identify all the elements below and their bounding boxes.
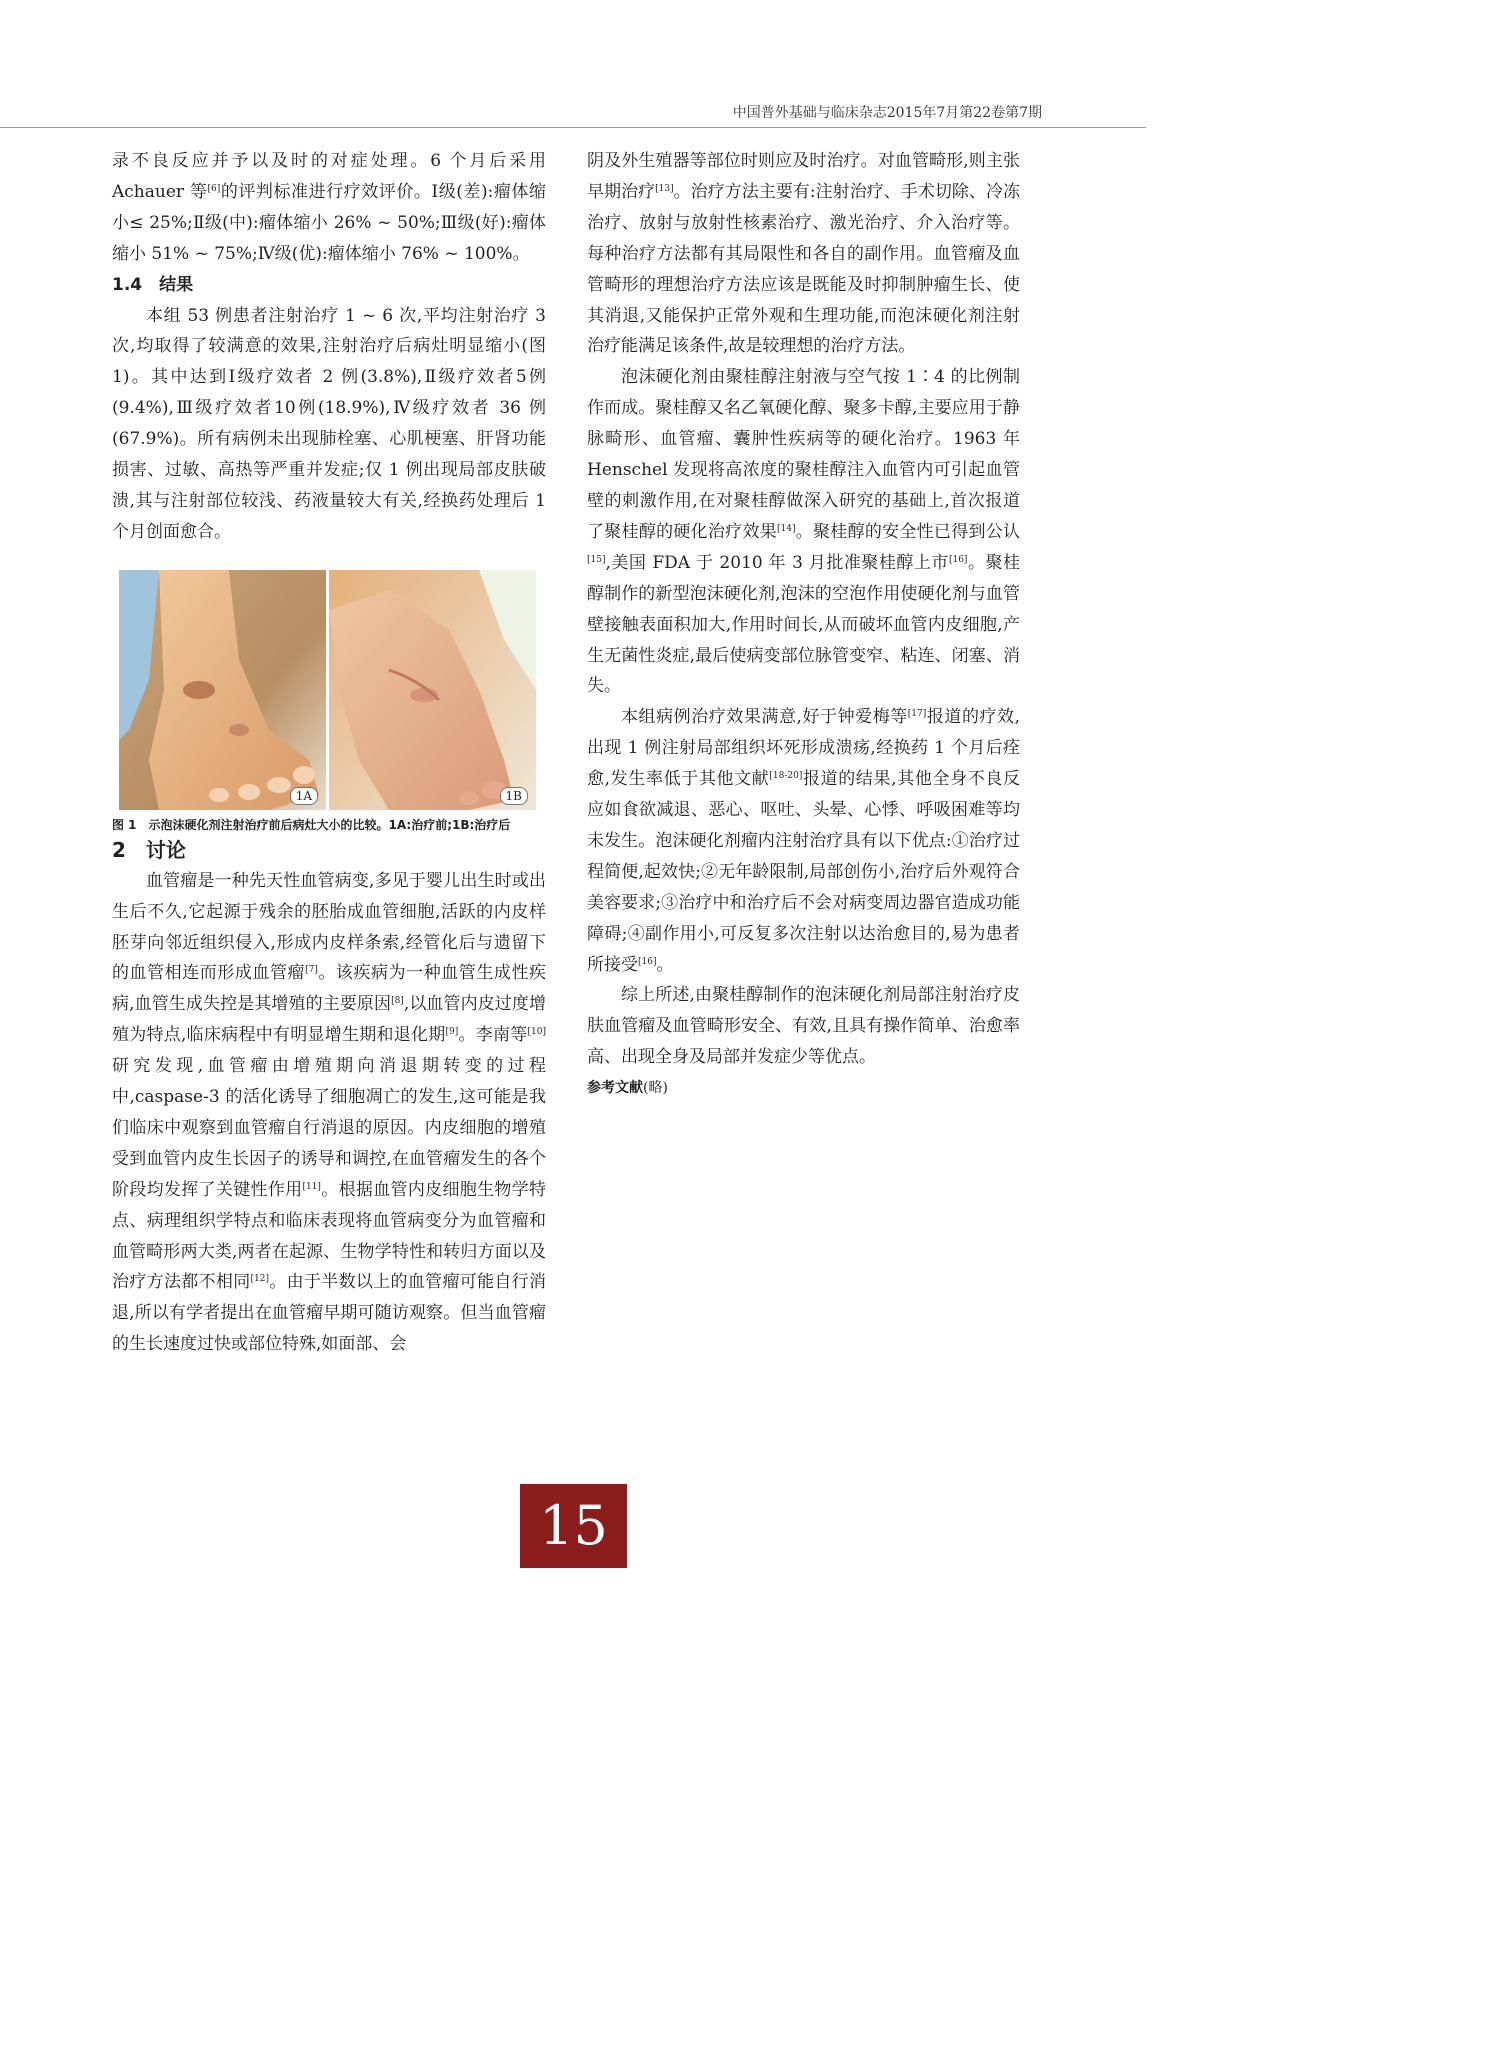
journal-title: 中国普外基础与临床杂志2015年7月第22卷第7期 xyxy=(732,105,1042,121)
citation: [13] xyxy=(655,183,674,194)
text-run: 本组病例治疗效果满意,好于钟爱梅等 xyxy=(621,707,908,728)
text-run: 。由于半数以上的血管瘤可能自行消退,所以有学者提出在血管瘤早期可随访观察。但当血管瘤的生长速度过快或部位特殊,如面部、会 xyxy=(112,1272,547,1355)
photo-after-treatment xyxy=(329,570,536,810)
text-run: 。 xyxy=(656,954,674,975)
citation: [11] xyxy=(302,1181,321,1192)
page-number: 15 xyxy=(539,1494,608,1557)
discussion-paragraph xyxy=(112,866,546,1361)
photo-before-treatment xyxy=(119,570,326,810)
text-run: 泡沫硬化剂由聚桂醇注射液与空气按 1∶4 的比例制作而成。聚桂醇又名乙氧硬化醇、聚多卡醇,主要应用于静脉畸形、血管瘤、囊肿性疾病等的硬化治疗。1963 年 Henschel 发现将高浓度的聚桂醇注入血管内可引起血管壁的刺激作用,在对聚桂醇做深入研究的基础上,首次报道了聚桂醇的硬化治疗效果 xyxy=(587,367,1020,542)
header-rule xyxy=(0,127,1146,128)
text-run: 录不良反应并予以及时的对症处理。6 个月后采用 Achauer 等 xyxy=(112,151,547,202)
citation: [16] xyxy=(638,956,657,967)
citation: [15] xyxy=(587,554,606,565)
page-number-box xyxy=(520,1484,627,1568)
text-run: 。根据血管内皮细胞生物学特点、病理组织学特点和临床表现将血管病变分为血管瘤和血管畸形两大类,两者在起源、生物学特性和转归方面以及治疗方法都不相同 xyxy=(112,1179,547,1293)
results-paragraph: 本组 53 例患者注射治疗 1 ~ 6 次,平均注射治疗 3 次,均取得了较满意的效果,注射治疗后病灶明显缩小(图 1)。其中达到Ⅰ级疗效者 2 例(3.8%),Ⅱ级疗效者5例(9.4%),Ⅲ级疗效者10例(18.9%),Ⅳ级疗效者 36 例(67.9%)。所有病例未出现肺栓塞、心肌梗塞、肝肾功能损害、过敏、高热等严重并发症;仅 1 例出现局部皮肤破溃,其与注射部位较浅、药液量较大有关,经换药处理后 1 个月创面愈合。 xyxy=(112,305,546,542)
figure-caption: 图 1 示泡沫硬化剂注射治疗前后病灶大小的比较。1A:治疗前;1B:治疗后 xyxy=(112,817,511,832)
citation: [10] xyxy=(527,1027,547,1038)
panel-label-1b: 1B xyxy=(500,787,528,805)
section-heading-1-4: 1.4 结果 xyxy=(112,274,194,295)
text-run: 血管瘤是一种先天性血管病变,多见于婴儿出生时或出生后不久,它起源于残余的胚胎成血管细胞,活跃的内皮样胚芽向邻近组织侵入,形成内皮样条索,经管化后与遗留下的血管相连而形成血管瘤 xyxy=(112,870,546,984)
evaluation-paragraph xyxy=(112,146,546,270)
citation: [8] xyxy=(391,996,404,1007)
text-run: ,以血管内皮过度增殖为特点,临床病程中有明显增生期和退化期 xyxy=(112,994,546,1046)
text-run: 。聚桂醇的安全性已得到公认 xyxy=(795,521,1021,542)
text-run: ,美国 FDA 于 2010 年 3 月批准聚桂醇上市 xyxy=(605,552,949,573)
running-header xyxy=(0,96,1146,128)
citation: [9] xyxy=(445,1027,459,1038)
references-label: 参考文献 xyxy=(587,1080,643,1097)
citation: [17] xyxy=(907,709,927,720)
citation: [14] xyxy=(777,523,796,534)
section-heading-2: 2 讨论 xyxy=(112,837,186,862)
text-run: 研究发现,血管瘤由增殖期向消退期转变的过程中,caspase-3 的活化诱导了细胞凋亡的发生,这可能是我们临床中观察到血管瘤自行消退的原因。内皮细胞的增殖受到血管内皮生长因子的诱导和调控,在血管瘤发生的各个阶段均发挥了关键性作用 xyxy=(112,1056,546,1200)
foam-sclerosant-paragraph xyxy=(587,362,1020,702)
citation: [6] xyxy=(207,183,221,194)
text-run: 报道的结果,其他全身不良反应如食欲减退、恶心、呕吐、头晕、心悸、呼吸困难等均未发生。泡沫硬化剂瘤内注射治疗具有以下优点:①治疗过程简便,起效快;②无年龄限制,局部创伤小,治疗后外观符合美容要求;③治疗中和治疗后不会对病变周边器官造成功能障碍;④副作用小,可反复多次注射以达治愈目的,易为患者所接受 xyxy=(587,769,1021,975)
panel-label-1a: 1A xyxy=(290,787,318,805)
text-run: 。治疗方法主要有:注射治疗、手术切除、冷冻治疗、放射与放射性核素治疗、激光治疗、介入治疗等。每种治疗方法都有其局限性和各自的副作用。血管瘤及血管畸形的理想治疗方法应该是既能及时抑制肿瘤生长、使其消退,又能保护正常外观和生理功能,而泡沫硬化剂注射治疗能满足该条件,故是较理想的治疗方法。 xyxy=(587,181,1020,357)
left-column xyxy=(112,146,546,1360)
treatment-paragraph xyxy=(587,146,1020,362)
text-run: 阴及外生殖器等部位时则应及时治疗。对血管畸形,则主张早期治疗 xyxy=(587,151,1020,202)
text-run: 报道的疗效,出现 1 例注射局部组织坏死形成溃疡,经换药 1 个月后痊愈,发生率低于其他文献 xyxy=(587,707,1020,790)
right-column xyxy=(587,146,1020,1104)
text-run: 。李南等 xyxy=(458,1025,528,1046)
citation: [16] xyxy=(948,554,968,565)
references-note: (略) xyxy=(643,1080,668,1097)
references xyxy=(587,1073,1020,1104)
text-run: 。该疾病为一种血管生成性疾病,血管生成失控是其增殖的主要原因 xyxy=(112,963,547,1015)
figure-1 xyxy=(112,570,546,816)
text-run: 。聚桂醇制作的新型泡沫硬化剂,泡沫的空泡作用使硬化剂与血管壁接触表面积加大,作用时间长,从而破坏血管内皮细胞,产生无菌性炎症,最后使病变部位脉管变窄、粘连、闭塞、消失。 xyxy=(587,552,1021,697)
citation: [7] xyxy=(305,965,318,976)
outcome-paragraph xyxy=(587,702,1020,980)
text-run: 的评判标准进行疗效评价。Ⅰ级(差):瘤体缩小≤ 25%;Ⅱ级(中):瘤体缩小 26% ~ 50%;Ⅲ级(好):瘤体缩小 51% ~ 75%;Ⅳ级(优):瘤体缩小 76% ~ 100%。 xyxy=(112,181,546,264)
citation: [12] xyxy=(250,1274,269,1285)
citation: [18-20] xyxy=(769,771,803,782)
conclusion-paragraph: 综上所述,由聚桂醇制作的泡沫硬化剂局部注射治疗皮肤血管瘤及血管畸形安全、有效,且具有操作简单、治愈率高、出现全身及局部并发症少等优点。 xyxy=(587,985,1020,1068)
